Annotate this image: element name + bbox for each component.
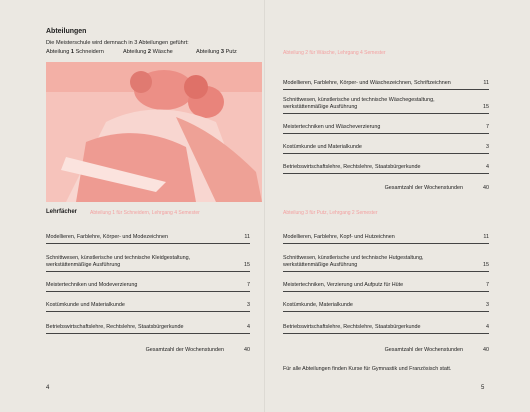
row-label: Betriebswirtschaftslehre, Rechtslehre, Staatsbürgerkunde	[283, 163, 421, 170]
row-hours: 3	[486, 143, 489, 150]
row-label: Meistertechniken, Verzierung und Aufputz für Hüte	[283, 281, 404, 288]
total-hours: 40	[483, 184, 489, 191]
abt3-total	[283, 340, 489, 356]
row-label: Modellieren, Farblehre, Körper- und Modezeichnen	[46, 233, 168, 240]
abt2-total	[283, 176, 489, 194]
page-number-right: 5	[481, 385, 485, 391]
row-label: Betriebswirtschaftslehre, Rechtslehre, Staatsbürgerkunde	[46, 323, 184, 330]
abt1-row-1	[46, 226, 250, 244]
abt1-row-3	[46, 274, 250, 292]
page-number-left: 4	[46, 385, 50, 391]
row-hours: 4	[247, 323, 250, 330]
row-label: Schnittwesen, künstlerische und technische Hutgestaltung, werkstättenmäßige Ausführung	[283, 254, 424, 268]
abt1-total	[46, 340, 250, 356]
row-label: Kostümkunde und Materialkunde	[283, 143, 362, 150]
workshop-photo	[46, 62, 262, 202]
footnote: Für alle Abteilungen finden Kurse für Gymnastik und Französisch statt.	[283, 366, 452, 372]
abt2-subtitle: Abteilung 2 für Wäsche, Lehrgang 4 Semester	[283, 50, 386, 56]
row-hours: 11	[483, 79, 489, 86]
row-hours: 15	[483, 103, 489, 110]
row-hours: 11	[483, 233, 489, 240]
row-hours: 4	[486, 163, 489, 170]
lehrfaecher-heading: Lehrfächer	[46, 209, 78, 215]
abt3-row-3	[283, 274, 489, 292]
abteilung-3: Abteilung 3 Putz	[196, 49, 237, 55]
row-hours: 7	[247, 281, 250, 288]
total-label: Gesamtzahl der Wochenstunden	[145, 346, 224, 353]
abt1-row-4	[46, 294, 250, 312]
total-hours: 40	[244, 346, 250, 353]
row-label: Betriebswirtschaftslehre, Rechtslehre, Staatsbürgerkunde	[283, 323, 421, 330]
row-label: Modellieren, Farblehre, Kopf- und Hutzeichnen	[283, 233, 395, 240]
abteilung-1: Abteilung 1 Schneidern	[46, 49, 104, 55]
row-hours: 11	[244, 233, 250, 240]
abt1-subtitle: Abteilung 1 für Schneidern, Lehrgang 4 Semester	[90, 210, 200, 216]
abt2-row-2	[283, 90, 489, 114]
abt3-row-4	[283, 294, 489, 312]
abt2-row-4	[283, 134, 489, 154]
abt2-row-5	[283, 154, 489, 174]
total-label: Gesamtzahl der Wochenstunden	[384, 346, 463, 353]
abt2-row-1	[283, 66, 489, 90]
row-label: Meistertechniken und Modeverzierung	[46, 281, 138, 288]
row-hours: 7	[486, 281, 489, 288]
row-label: Modellieren, Farblehre, Körper- und Wäschezeichnen, Schriftzeichnen	[283, 79, 451, 86]
total-label: Gesamtzahl der Wochenstunden	[384, 184, 463, 191]
row-hours: 3	[247, 301, 250, 308]
page-fold	[264, 0, 265, 412]
abt3-row-2	[283, 248, 489, 272]
section-title: Abteilungen	[46, 28, 87, 35]
abt3-row-1	[283, 226, 489, 244]
abteilung-2: Abteilung 2 Wäsche	[123, 49, 173, 55]
abt3-row-5	[283, 316, 489, 334]
row-label: Kostümkunde und Materialkunde	[46, 301, 125, 308]
row-hours: 3	[486, 301, 489, 308]
total-hours: 40	[483, 346, 489, 353]
abt3-subtitle: Abteilung 3 für Putz, Lehrgang 2 Semester	[283, 210, 378, 216]
row-label: Meistertechniken und Wäscheverzierung	[283, 123, 381, 130]
abt2-row-3	[283, 114, 489, 134]
intro-text: Die Meisterschule wird demnach in 3 Abteilungen geführt:	[46, 40, 189, 46]
abt1-row-2	[46, 248, 250, 272]
abt1-row-5	[46, 316, 250, 334]
row-label: Kostümkunde, Materialkunde	[283, 301, 353, 308]
row-hours: 15	[244, 261, 250, 268]
row-label: Schnittwesen, künstlerische und technische Wäschegestaltung, werkstättenmäßige Ausführung	[283, 96, 435, 110]
row-hours: 4	[486, 323, 489, 330]
row-hours: 15	[483, 261, 489, 268]
row-hours: 7	[486, 123, 489, 130]
row-label: Schnittwesen, künstlerische und technische Kleidgestaltung, werkstättenmäßige Ausführung	[46, 254, 191, 268]
